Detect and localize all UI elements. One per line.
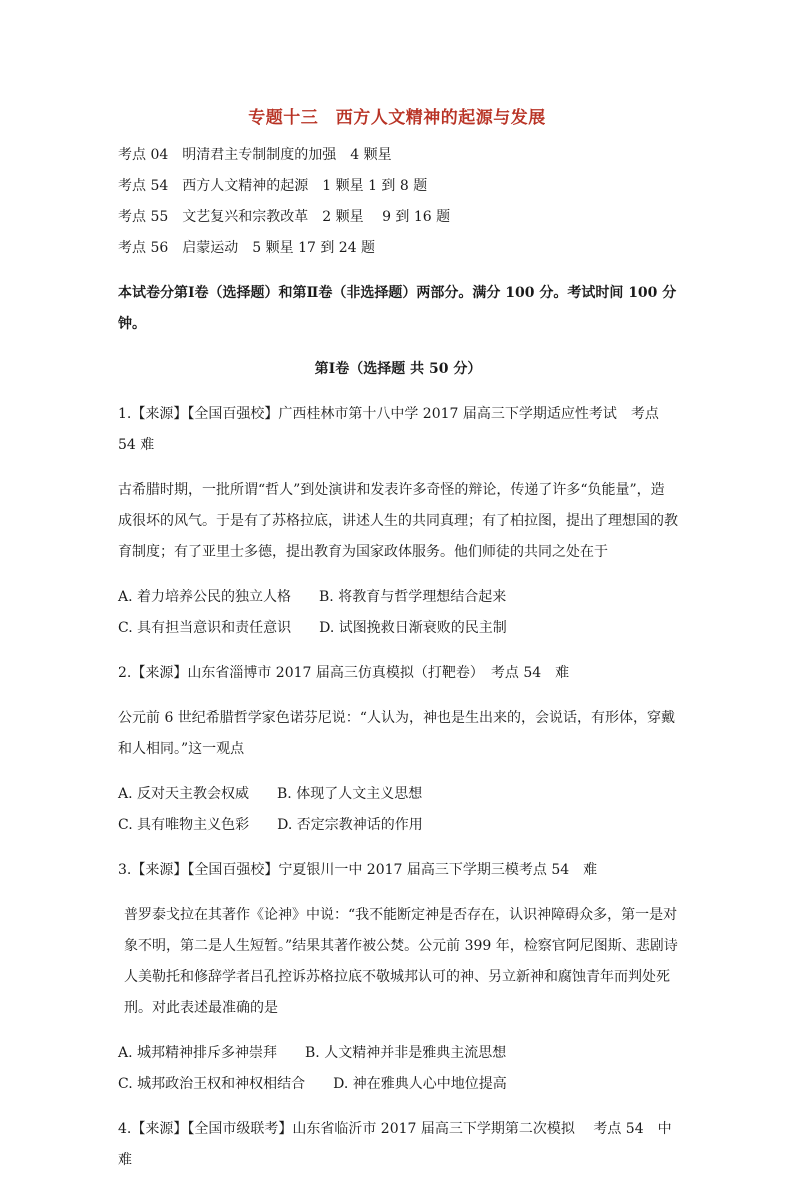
option-b: B. 人文精神并非是雅典主流思想 bbox=[305, 1045, 507, 1061]
option-d: D. 神在雅典人心中地位提高 bbox=[333, 1076, 507, 1092]
option-a: A. 城邦精神排斥多神崇拜 bbox=[118, 1045, 278, 1061]
document-body bbox=[118, 140, 678, 1190]
question-4 bbox=[118, 1114, 678, 1176]
question-stem: 公元前 6 世纪希腊哲学家色诺芬尼说：“人认为，神也是生出来的，会说话，有形体，穿戴和人相同。”这一观点 bbox=[118, 710, 675, 757]
option-row bbox=[118, 582, 678, 613]
question-source: 2.【来源】山东省淄博市 2017 届高三仿真模拟（打靶卷） 考点 54 难 bbox=[118, 665, 570, 681]
question-3 bbox=[118, 855, 678, 1100]
exam-point-line: 考点 54 西方人文精神的起源 1 颗星 1 到 8 题 bbox=[118, 178, 428, 194]
exam-note: 本试卷分第Ⅰ卷（选择题）和第Ⅱ卷（非选择题）两部分。满分 100 分。考试时间 100 分钟。 bbox=[118, 285, 677, 332]
option-d: D. 否定宗教神话的作用 bbox=[277, 817, 423, 833]
question-source: 1.【来源】【全国百强校】广西桂林市第十八中学 2017 届高三下学期适应性考试 考点 54 难 bbox=[118, 406, 659, 453]
option-c: C. 城邦政治王权和神权相结合 bbox=[118, 1076, 306, 1092]
option-d: D. 试图挽救日渐衰败的民主制 bbox=[319, 620, 507, 636]
page-title: 专题十三 西方人文精神的起源与发展 bbox=[248, 108, 546, 128]
option-row bbox=[118, 1038, 678, 1069]
option-row bbox=[118, 1069, 678, 1100]
question-stem: 普罗泰戈拉在其著作《论神》中说：“我不能断定神是否存在，认识神障碍众多，第一是对象不明，第二是人生短暂。”结果其著作被公焚。公元前 399 年，检察官阿尼图斯、悲剧诗人美勒托和修辞学者吕孔控诉苏格拉底不敬城邦认可的神、另立新神和腐蚀青年而判处死刑。对此表述最准确的是 bbox=[124, 907, 678, 1016]
option-b: B. 体现了人文主义思想 bbox=[277, 786, 423, 802]
option-c: C. 具有唯物主义色彩 bbox=[118, 817, 250, 833]
option-b: B. 将教育与哲学理想结合起来 bbox=[319, 589, 507, 605]
option-c: C. 具有担当意识和责任意识 bbox=[118, 620, 292, 636]
question-source: 4.【来源】【全国市级联考】山东省临沂市 2017 届高三下学期第二次模拟 考点 54 中难 bbox=[118, 1121, 672, 1168]
exam-point-line: 考点 04 明清君主专制制度的加强 4 颗星 bbox=[118, 147, 392, 163]
option-row bbox=[118, 779, 678, 810]
option-row bbox=[118, 613, 678, 644]
option-a: A. 着力培养公民的独立人格 bbox=[118, 589, 292, 605]
option-row bbox=[118, 810, 678, 841]
question-1 bbox=[118, 399, 678, 644]
exam-point-line: 考点 56 启蒙运动 5 颗星 17 到 24 题 bbox=[118, 240, 376, 256]
question-source: 3.【来源】【全国百强校】宁夏银川一中 2017 届高三下学期三模考点 54 难 bbox=[118, 862, 598, 878]
section-title: 第Ⅰ卷（选择题 共 50 分） bbox=[314, 361, 482, 377]
exam-point-line: 考点 55 文艺复兴和宗教改革 2 颗星 9 到 16 题 bbox=[118, 209, 451, 225]
option-a: A. 反对天主教会权威 bbox=[118, 786, 250, 802]
question-2 bbox=[118, 658, 678, 841]
question-stem: 古希腊时期，一批所谓“哲人”到处演讲和发表许多奇怪的辩论，传递了许多“负能量”，造成很坏的风气。于是有了苏格拉底，讲述人生的共同真理；有了柏拉图，提出了理想国的教育制度；有了亚里士多德，提出教育为国家政体服务。他们师徒的共同之处在于 bbox=[118, 482, 678, 560]
